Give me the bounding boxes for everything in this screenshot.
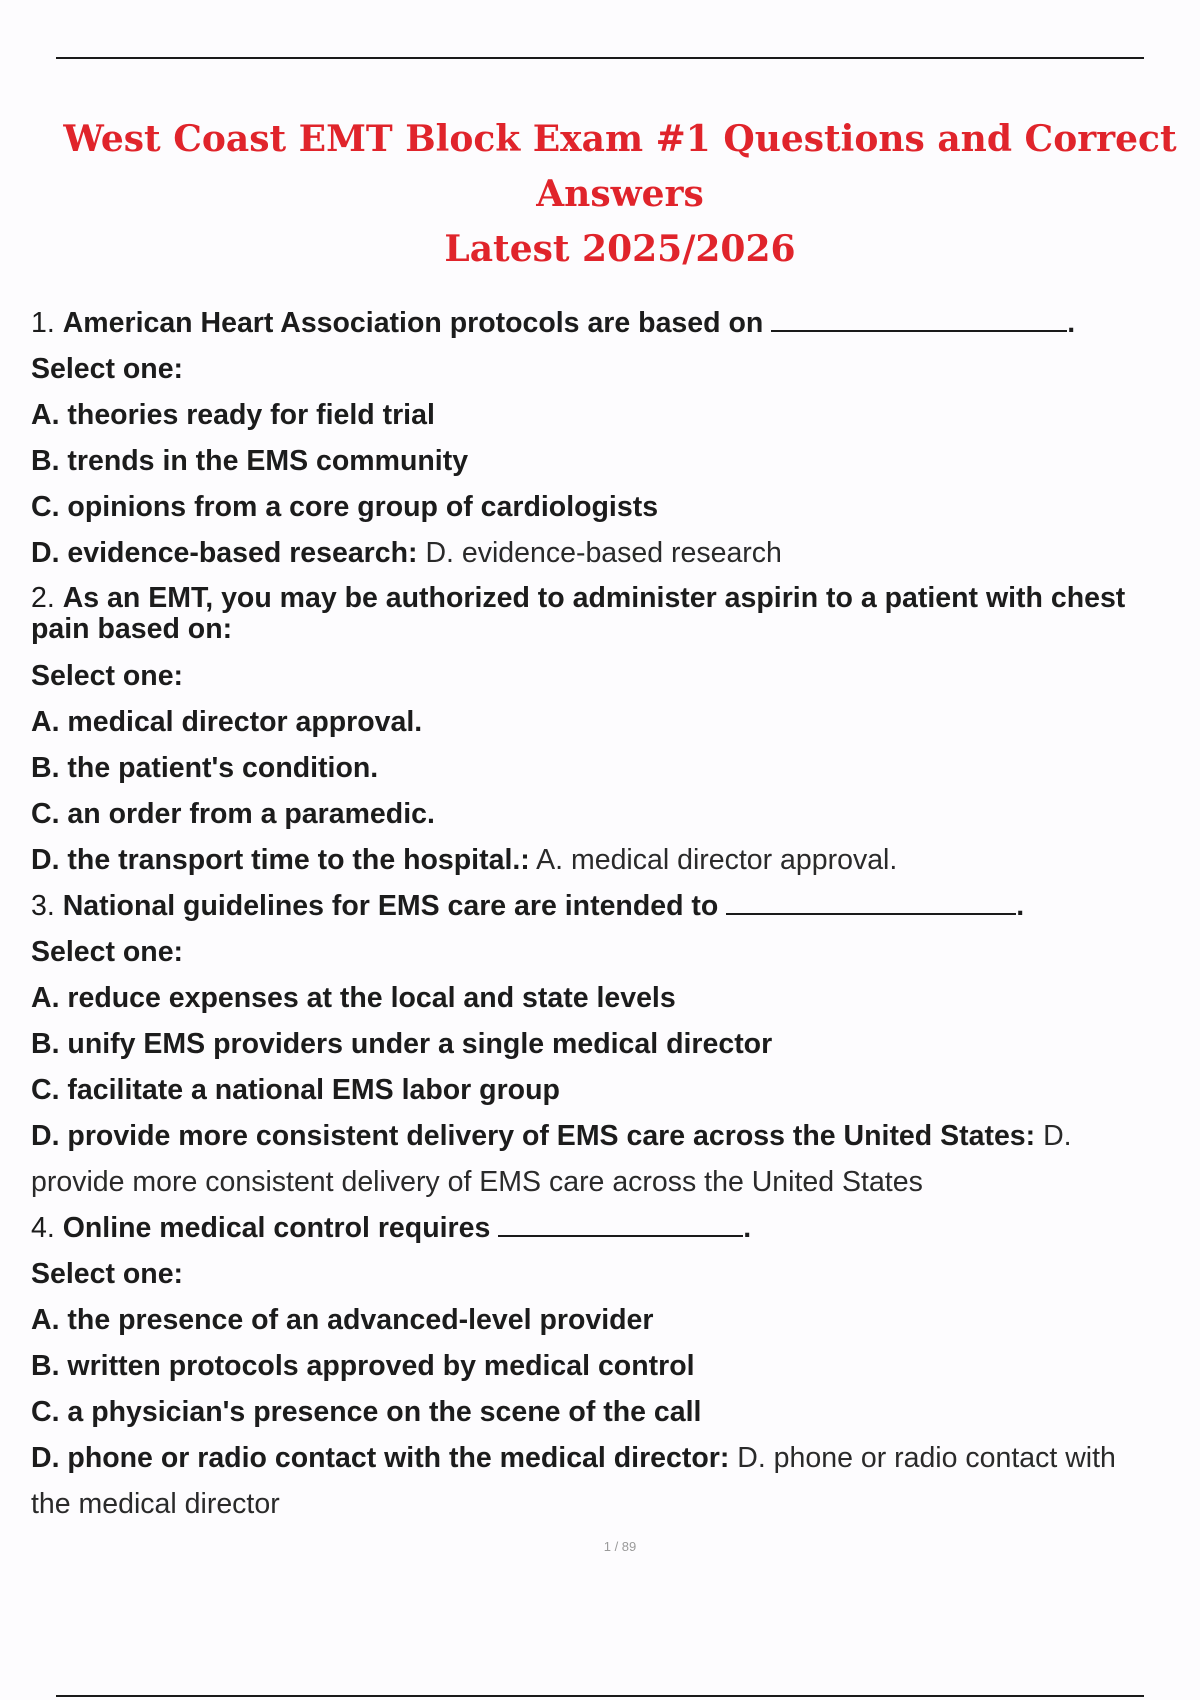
question-list — [31, 300, 1161, 1527]
question-3-option-a: A. reduce expenses at the local and state levels — [31, 982, 676, 1014]
top-rule — [56, 57, 1144, 59]
question-1-option-c: C. opinions from a core group of cardiologists — [31, 491, 659, 523]
select-label: Select one: — [31, 660, 184, 692]
question-1-option-b: B. trends in the EMS community — [31, 445, 469, 477]
question-3-option-b: B. unify EMS providers under a single medical director — [31, 1028, 773, 1060]
page-number: 1 / 89 — [603, 1539, 637, 1554]
select-label: Select one: — [31, 353, 184, 385]
select-label: Select one: — [31, 936, 184, 968]
question-1-option-a: A. theories ready for field trial — [31, 399, 435, 431]
answer-blank — [771, 308, 1067, 332]
title-line-2: Latest 2025/2026 — [444, 228, 796, 270]
question-2-stem: 2. As an EMT, you may be authorized to administer aspirin to a patient with chest pain based on: — [31, 582, 1126, 645]
question-4-option-b: B. written protocols approved by medical control — [31, 1350, 695, 1382]
question-4-answer: D. phone or radio contact with the medical director — [31, 1442, 1116, 1520]
question-2-option-a: A. medical director approval. — [31, 706, 423, 738]
question-3-option-c: C. facilitate a national EMS labor group — [31, 1074, 560, 1106]
question-4-option-a: A. the presence of an advanced-level provider — [31, 1304, 654, 1336]
question-2-option-b: B. the patient's condition. — [31, 752, 379, 784]
title-line-1: West Coast EMT Block Exam #1 Questions and Correct Answers — [63, 118, 1177, 215]
answer-blank — [726, 891, 1016, 915]
question-3-stem: 3. National guidelines for EMS care are intended to . — [31, 890, 1025, 922]
select-label: Select one: — [31, 1258, 184, 1290]
document-title — [40, 112, 1200, 277]
question-1-answer: D. evidence-based research — [425, 537, 782, 569]
question-3-answer: D. provide more consistent delivery of EMS care across the United States — [31, 1120, 1072, 1198]
question-4-option-d: D. phone or radio contact with the medical director: D. phone or radio contact with the medical director — [31, 1442, 1116, 1520]
bottom-rule — [56, 1695, 1144, 1697]
question-1-option-d: D. evidence-based research: D. evidence-based research — [31, 537, 782, 569]
question-4-stem: 4. Online medical control requires . — [31, 1212, 752, 1244]
answer-blank — [498, 1213, 743, 1237]
question-2-answer: A. medical director approval. — [536, 844, 898, 876]
question-2-option-d: D. the transport time to the hospital.: A. medical director approval. — [31, 844, 898, 876]
question-4-option-c: C. a physician's presence on the scene of the call — [31, 1396, 702, 1428]
question-1-stem: 1. American Heart Association protocols are based on . — [31, 307, 1076, 339]
question-3-option-d: D. provide more consistent delivery of EMS care across the United States: D. provide more consistent delivery of EMS care across the United States — [31, 1120, 1072, 1198]
question-2-option-c: C. an order from a paramedic. — [31, 798, 435, 830]
